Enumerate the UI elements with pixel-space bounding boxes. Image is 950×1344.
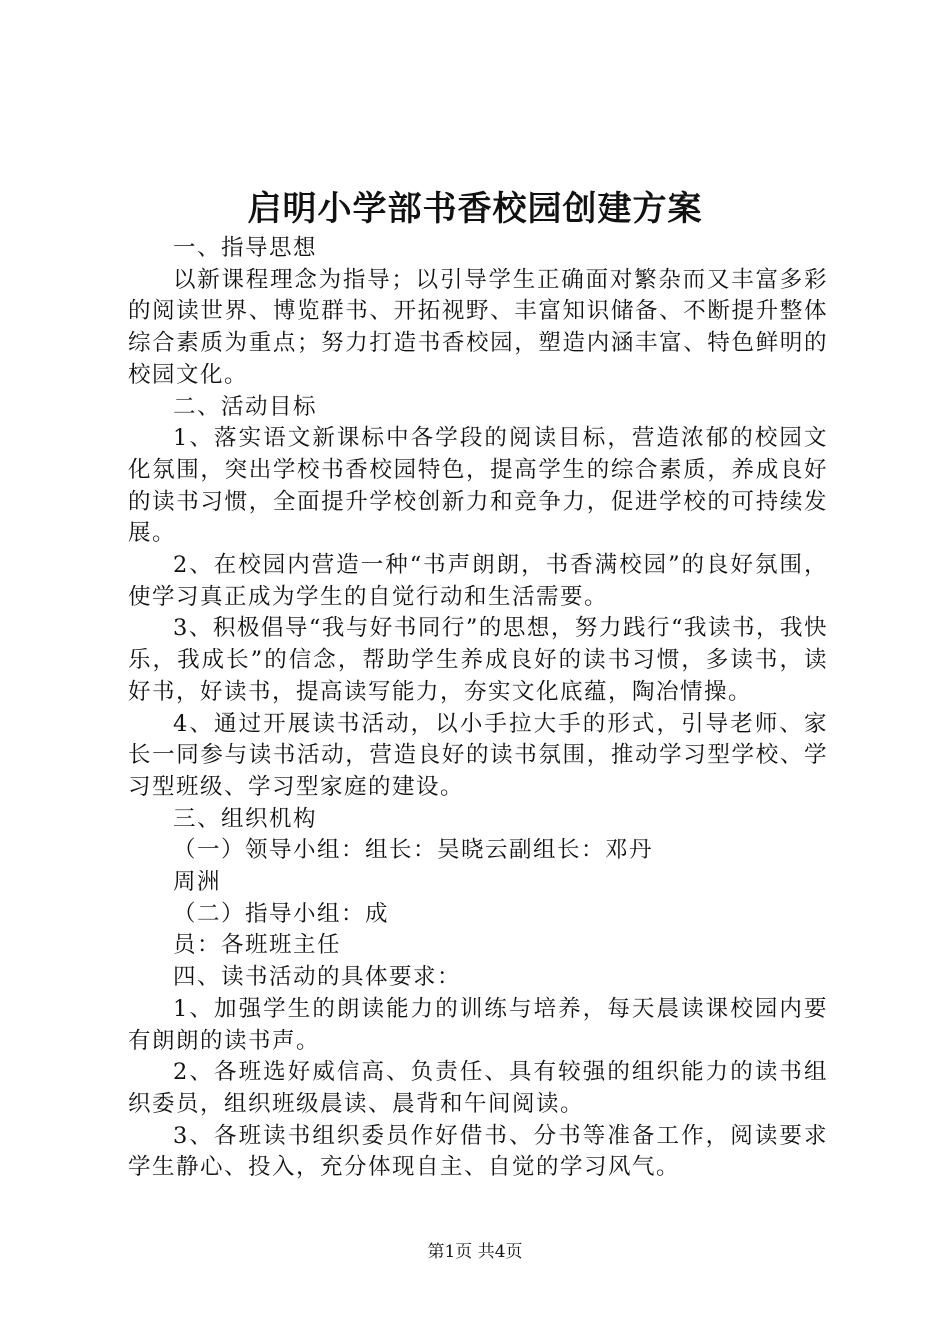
section-heading-activity-goals: 二、活动目标 <box>173 393 318 420</box>
page-number-footer: 第1页 共4页 <box>427 1242 523 1262</box>
paragraph-requirement-3: 3、各班读书组织委员作好借书、分书等准备工作，阅读要求学生静心、投入，充分体现自主、自觉的学习风气。 <box>128 1122 828 1181</box>
paragraph-goal-3: 3、积极倡导“我与好书同行”的思想，努力践行“我读书，我快乐，我成长”的信念，帮助学生养成良好的读书习惯，多读书，读好书，好读书，提高读写能力，夯实文化底蕴，陶冶情操。 <box>128 615 828 705</box>
paragraph-guidance-members: 员：各班班主任 <box>173 932 342 959</box>
paragraph-requirement-1: 1、加强学生的朗读能力的训练与培养，每天晨读课校园内要有朗朗的读书声。 <box>128 995 828 1054</box>
paragraph-goal-2: 2、在校园内营造一种“书声朗朗，书香满校园”的良好氛围，使学习真正成为学生的自觉行动和生活需要。 <box>128 552 828 610</box>
section-heading-guiding-ideology: 一、指导思想 <box>173 235 318 261</box>
section-heading-organization: 三、组织机构 <box>173 805 318 832</box>
paragraph-leadership-group: （一）领导小组：组长：吴晓云副组长：邓丹 <box>173 837 654 864</box>
paragraph-guiding-ideology: 以新课程理念为指导；以引导学生正确面对繁杂而又丰富多彩的阅读世界、博览群书、开拓视野、丰富知识储备、不断提升整体综合素质为重点；努力打造书香校园，塑造内涵丰富、特色鲜明的校园文化。 <box>128 266 828 388</box>
document-title: 启明小学部书香校园创建方案 <box>247 189 703 229</box>
section-heading-requirements: 四、读书活动的具体要求： <box>173 964 462 991</box>
paragraph-leadership-member: 周洲 <box>173 869 222 896</box>
paragraph-requirement-2: 2、各班选好威信高、负责任、具有较强的组织能力的读书组织委员，组织班级晨读、晨背和午间阅读。 <box>128 1059 828 1117</box>
paragraph-guidance-group: （二）指导小组：成 <box>173 900 390 927</box>
document-body <box>128 233 828 1184</box>
paragraph-goal-1: 1、落实语文新课标中各学段的阅读目标，营造浓郁的校园文化氛围，突出学校书香校园特色，提高学生的综合素质，养成良好的读书习惯，全面提升学校创新力和竞争力，促进学校的可持续发展。 <box>128 425 828 547</box>
paragraph-goal-4: 4、通过开展读书活动，以小手拉大手的形式，引导老师、家长一同参与读书活动，营造良好的读书氛围，推动学习型学校、学习型班级、学习型家庭的建设。 <box>128 710 828 800</box>
